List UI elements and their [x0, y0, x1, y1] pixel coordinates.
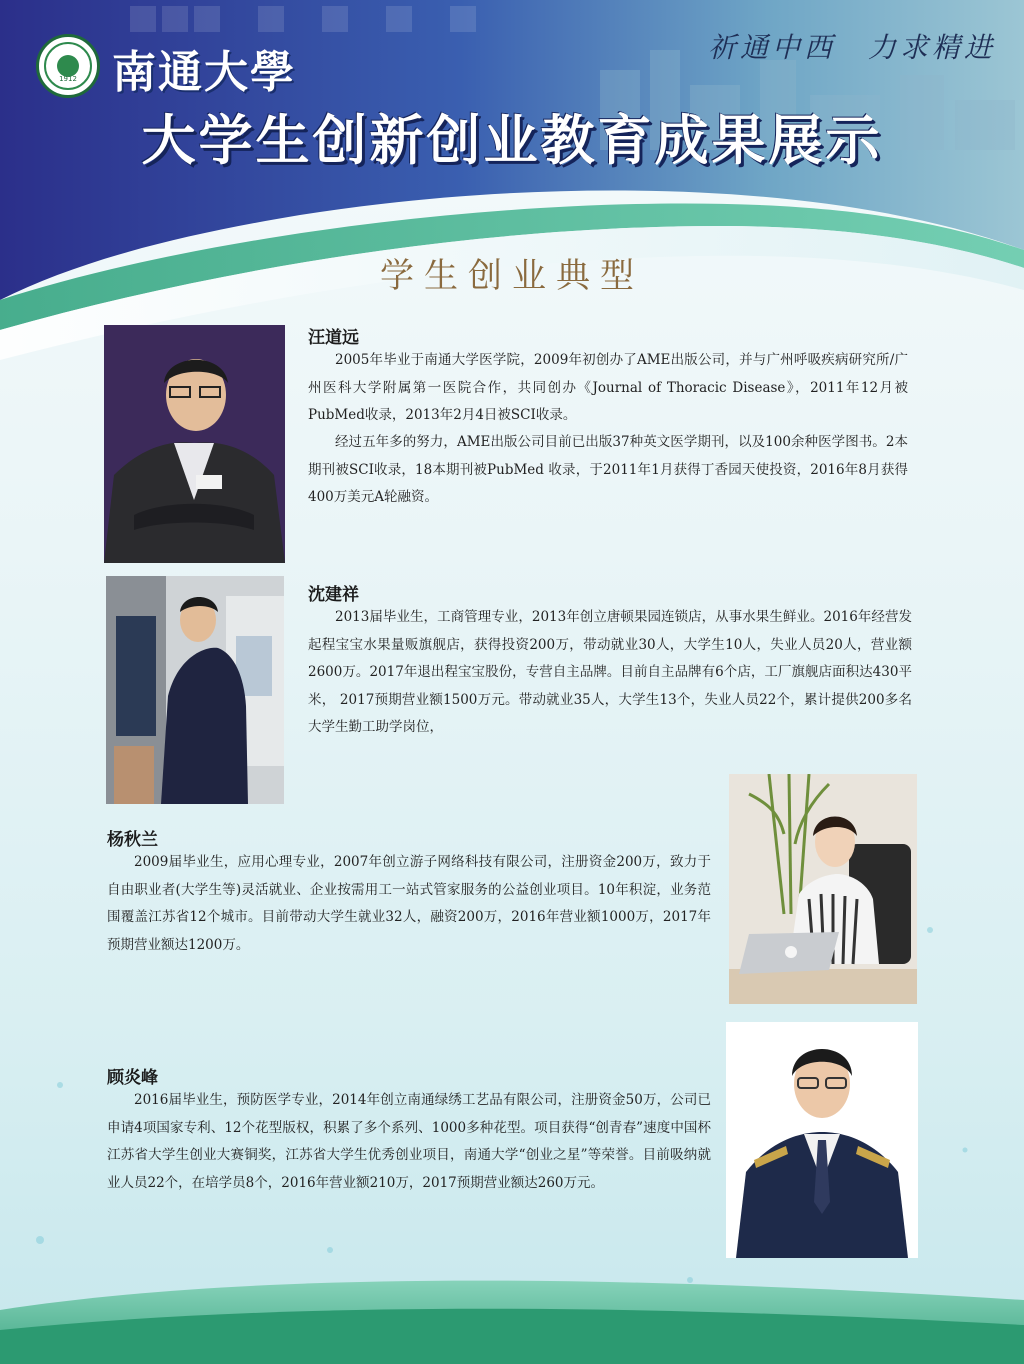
seal-year: 1912: [59, 75, 77, 83]
profile-name-gu: 顾炎峰: [107, 1068, 158, 1088]
profile-text-shen-1: 2013届毕业生，工商管理专业，2013年创立唐顿果园连锁店，从事水果生鲜业。2016年经营发起程宝宝水果量贩旗舰店，获得投资200万，带动就业30人，大学生10人，失业人员20人，营业额2600万。2017年退出程宝宝股份，专营自主品牌。目前自主品牌有6个店，工厂旗舰店面积达430平米， 2017预期营业额1500万元。带动就业35人，大学生13个，失业人员22个，累计提供200多名大学生勤工助学岗位，: [308, 609, 912, 735]
profile-name-shen: 沈建祥: [308, 585, 359, 605]
university-name: 南通大學: [112, 47, 296, 98]
profile-name-wang: 汪道远: [308, 328, 359, 348]
seal-core: [57, 55, 79, 77]
profile-photo-yang: [729, 774, 917, 1004]
main-title: 大学生创新创业教育成果展示: [141, 109, 883, 172]
school-motto: 祈通中西 力求精进: [707, 31, 996, 64]
profile-photo-gu: [726, 1022, 918, 1258]
profile-photo-wang: [104, 325, 285, 563]
section-title: 学生创业典型: [380, 256, 644, 296]
university-seal-logo: [36, 34, 100, 98]
profile-name-yang: 杨秋兰: [107, 830, 158, 850]
profile-photo-shen: [106, 576, 284, 804]
profile-text-gu-1: 2016届毕业生，预防医学专业，2014年创立南通绿绣工艺品有限公司，注册资金50万，公司已申请4项国家专利、12个花型版权，积累了多个系列、1000多种花型。项目获得“创青春”速度中国杯江苏省大学生创业大赛铜奖，江苏省大学生优秀创业项目，南通大学“创业之星”等荣誉。目前吸纳就业人员22个，在培学员8个，2016年营业额210万，2017预期营业额达260万元。: [107, 1092, 711, 1191]
profile-text-yang-1: 2009届毕业生，应用心理专业，2007年创立游子网络科技有限公司，注册资金200万，致力于自由职业者(大学生等)灵活就业、企业按需用工一站式管家服务的公益创业项目。10年积淀，业务范围覆盖江苏省12个城市。目前带动大学生就业32人，融资200万，2016年营业额1000万，2017年预期营业额达1200万。: [107, 854, 711, 953]
profile-text-wang-1: 2005年毕业于南通大学医学院，2009年初创办了AME出版公司，并与广州呼吸疾病研究所/广州医科大学附属第一医院合作，共同创办《Journal of Thoracic Disease》，2011年12月被PubMed收录，2013年2月4日被SCI收录。: [308, 352, 908, 423]
profile-text-wang-2: 经过五年多的努力，AME出版公司目前已出版37种英文医学期刊，以及100余种医学图书。2本期刊被SCI收录，18本期刊被PubMed 收录，于2011年1月获得丁香园天使投资，2016年8月获得400万美元A轮融资。: [308, 434, 908, 505]
